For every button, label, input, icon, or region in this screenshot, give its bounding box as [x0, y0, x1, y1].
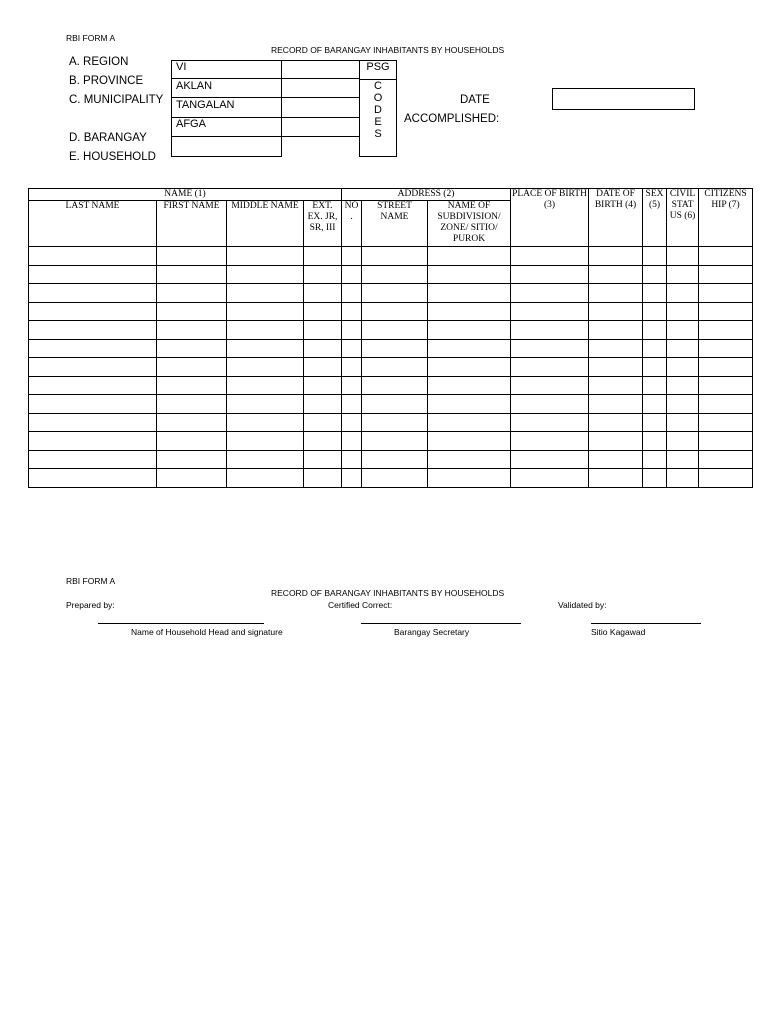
- table-cell[interactable]: [362, 284, 428, 303]
- table-cell[interactable]: [589, 413, 643, 432]
- table-cell[interactable]: [667, 321, 699, 340]
- table-cell[interactable]: [589, 339, 643, 358]
- table-cell[interactable]: [589, 450, 643, 469]
- certified-correct-label: Certified Correct:: [328, 600, 393, 610]
- table-cell[interactable]: [428, 395, 511, 414]
- table-cell[interactable]: [511, 469, 589, 488]
- form-title: RECORD OF BARANGAY INHABITANTS BY HOUSEHOLDS: [271, 45, 505, 55]
- table-cell[interactable]: [428, 302, 511, 321]
- table-cell[interactable]: [29, 265, 157, 284]
- table-cell[interactable]: [362, 469, 428, 488]
- table-cell[interactable]: [589, 302, 643, 321]
- table-cell[interactable]: [589, 247, 643, 266]
- province-value: AKLAN: [176, 80, 213, 92]
- table-cell[interactable]: [428, 339, 511, 358]
- table-cell[interactable]: [511, 450, 589, 469]
- table-cell[interactable]: [428, 413, 511, 432]
- table-row: [29, 339, 753, 358]
- table-cell[interactable]: [227, 321, 304, 340]
- table-row: [29, 395, 753, 414]
- table-cell[interactable]: [667, 395, 699, 414]
- address-group-header: ADDRESS (2): [342, 189, 511, 201]
- date-accomplished-field[interactable]: [552, 88, 695, 110]
- table-cell[interactable]: [699, 321, 753, 340]
- table-cell[interactable]: [667, 247, 699, 266]
- household-head-caption: Name of Household Head and signature: [131, 627, 283, 637]
- table-cell[interactable]: [428, 358, 511, 377]
- table-cell[interactable]: [699, 358, 753, 377]
- table-cell[interactable]: [304, 247, 342, 266]
- table-cell[interactable]: [157, 395, 227, 414]
- sex-header: SEX (5): [643, 189, 667, 247]
- table-row: [29, 413, 753, 432]
- table-cell[interactable]: [643, 376, 667, 395]
- codes-letter: C: [374, 80, 382, 92]
- table-cell[interactable]: [157, 432, 227, 451]
- table-cell[interactable]: [667, 339, 699, 358]
- table-cell[interactable]: [342, 321, 362, 340]
- table-cell[interactable]: [29, 339, 157, 358]
- table-cell[interactable]: [511, 321, 589, 340]
- table-cell[interactable]: [428, 469, 511, 488]
- codes-label: [360, 80, 396, 140]
- table-cell[interactable]: [362, 432, 428, 451]
- form-code: RBI FORM A: [66, 33, 116, 43]
- table-row: [29, 302, 753, 321]
- table-cell[interactable]: [227, 339, 304, 358]
- table-cell[interactable]: [342, 395, 362, 414]
- table-cell[interactable]: [157, 284, 227, 303]
- table-row: [29, 321, 753, 340]
- table-cell[interactable]: [511, 358, 589, 377]
- table-cell[interactable]: [227, 358, 304, 377]
- table-cell[interactable]: [699, 376, 753, 395]
- table-cell[interactable]: [227, 450, 304, 469]
- table-cell[interactable]: [667, 469, 699, 488]
- table-cell[interactable]: [227, 395, 304, 414]
- table-cell[interactable]: [342, 247, 362, 266]
- citizenship-header: CITIZENS HIP (7): [699, 189, 753, 247]
- table-cell[interactable]: [362, 265, 428, 284]
- table-cell[interactable]: [667, 284, 699, 303]
- barangay-label: D. BARANGAY: [69, 132, 147, 144]
- municipality-code-field[interactable]: [281, 97, 360, 118]
- table-row: [29, 376, 753, 395]
- table-cell[interactable]: [304, 321, 342, 340]
- prepared-by-label: Prepared by:: [66, 600, 115, 610]
- table-cell[interactable]: [699, 432, 753, 451]
- table-cell[interactable]: [157, 376, 227, 395]
- table-cell[interactable]: [157, 358, 227, 377]
- table-cell[interactable]: [29, 358, 157, 377]
- table-cell[interactable]: [342, 432, 362, 451]
- civil-status-header: CIVIL STAT US (6): [667, 189, 699, 247]
- date-of-birth-header: DATE OF BIRTH (4): [589, 189, 643, 247]
- table-cell[interactable]: [589, 265, 643, 284]
- table-cell[interactable]: [699, 265, 753, 284]
- table-cell[interactable]: [643, 265, 667, 284]
- table-cell[interactable]: [227, 432, 304, 451]
- date-label: DATE: [460, 94, 490, 106]
- table-row: [29, 265, 753, 284]
- table-cell[interactable]: [29, 284, 157, 303]
- table-cell[interactable]: [304, 432, 342, 451]
- table-cell[interactable]: [428, 321, 511, 340]
- table-cell[interactable]: [342, 265, 362, 284]
- table-cell[interactable]: [362, 358, 428, 377]
- table-cell[interactable]: [589, 432, 643, 451]
- codes-letter: E: [374, 116, 382, 128]
- table-cell[interactable]: [342, 469, 362, 488]
- first-name-header: FIRST NAME: [157, 201, 227, 247]
- table-cell[interactable]: [304, 395, 342, 414]
- table-cell[interactable]: [362, 395, 428, 414]
- table-cell[interactable]: [362, 376, 428, 395]
- table-cell[interactable]: [511, 432, 589, 451]
- ext-header: EXT. EX. JR, SR, III: [304, 201, 342, 247]
- table-row: [29, 358, 753, 377]
- table-cell[interactable]: [643, 247, 667, 266]
- table-row: [29, 247, 753, 266]
- table-cell[interactable]: [643, 321, 667, 340]
- table-cell[interactable]: [29, 432, 157, 451]
- table-cell[interactable]: [511, 302, 589, 321]
- table-cell[interactable]: [643, 302, 667, 321]
- table-cell[interactable]: [511, 395, 589, 414]
- table-cell[interactable]: [362, 321, 428, 340]
- table-cell[interactable]: [699, 395, 753, 414]
- table-cell[interactable]: [29, 321, 157, 340]
- accomplished-label: ACCOMPLISHED:: [404, 113, 500, 125]
- table-cell[interactable]: [511, 376, 589, 395]
- table-cell[interactable]: [643, 413, 667, 432]
- table-cell[interactable]: [699, 469, 753, 488]
- table-cell[interactable]: [29, 376, 157, 395]
- kagawad-caption: Sitio Kagawad: [591, 627, 646, 637]
- table-cell[interactable]: [342, 450, 362, 469]
- last-name-header: LAST NAME: [29, 201, 157, 247]
- table-cell[interactable]: [589, 358, 643, 377]
- household-field[interactable]: [171, 136, 282, 157]
- household-head-signature-line[interactable]: [98, 623, 264, 624]
- table-cell[interactable]: [227, 376, 304, 395]
- secretary-caption: Barangay Secretary: [394, 627, 470, 637]
- table-cell[interactable]: [643, 284, 667, 303]
- validated-by-label: Validated by:: [558, 600, 607, 610]
- table-cell[interactable]: [157, 339, 227, 358]
- table-cell[interactable]: [589, 469, 643, 488]
- table-cell[interactable]: [304, 413, 342, 432]
- table-cell[interactable]: [699, 302, 753, 321]
- footer-title: RECORD OF BARANGAY INHABITANTS BY HOUSEHOLDS: [271, 588, 505, 598]
- codes-letter: S: [374, 128, 382, 140]
- table-cell[interactable]: [428, 432, 511, 451]
- table-cell[interactable]: [29, 450, 157, 469]
- table-cell[interactable]: [511, 247, 589, 266]
- region-value: VI: [176, 61, 187, 73]
- table-cell[interactable]: [29, 302, 157, 321]
- table-cell[interactable]: [511, 284, 589, 303]
- table-cell[interactable]: [29, 395, 157, 414]
- table-cell[interactable]: [304, 265, 342, 284]
- table-cell[interactable]: [362, 450, 428, 469]
- table-cell[interactable]: [342, 339, 362, 358]
- table-cell[interactable]: [428, 247, 511, 266]
- household-label: E. HOUSEHOLD: [69, 151, 156, 163]
- psg-codes-box: [359, 60, 397, 157]
- table-cell[interactable]: [667, 358, 699, 377]
- table-cell[interactable]: [304, 469, 342, 488]
- table-body: [29, 247, 753, 488]
- table-row: [29, 432, 753, 451]
- table-row: [29, 450, 753, 469]
- codes-letter: O: [373, 92, 383, 104]
- table-cell[interactable]: [342, 284, 362, 303]
- inhabitants-table: [28, 188, 753, 488]
- table-cell[interactable]: [157, 302, 227, 321]
- table-cell[interactable]: [304, 302, 342, 321]
- table-cell[interactable]: [342, 376, 362, 395]
- table-cell[interactable]: [362, 339, 428, 358]
- table-cell[interactable]: [667, 376, 699, 395]
- table-cell[interactable]: [667, 413, 699, 432]
- table-row: [29, 469, 753, 488]
- barangay-code-field[interactable]: [281, 117, 360, 137]
- table-cell[interactable]: [157, 265, 227, 284]
- table-cell[interactable]: [304, 358, 342, 377]
- table-row: [29, 284, 753, 303]
- table-cell[interactable]: [304, 376, 342, 395]
- table-cell[interactable]: [29, 469, 157, 488]
- table-cell[interactable]: [699, 413, 753, 432]
- table-cell[interactable]: [643, 358, 667, 377]
- table-cell[interactable]: [589, 395, 643, 414]
- table-cell[interactable]: [157, 413, 227, 432]
- table-cell[interactable]: [304, 284, 342, 303]
- table-cell[interactable]: [157, 247, 227, 266]
- table-cell[interactable]: [362, 413, 428, 432]
- psg-label: PSG: [360, 61, 396, 80]
- table-cell[interactable]: [511, 339, 589, 358]
- name-group-header: NAME (1): [29, 189, 342, 201]
- table-cell[interactable]: [227, 284, 304, 303]
- place-of-birth-header: PLACE OF BIRTH (3): [511, 189, 589, 247]
- table-cell[interactable]: [643, 339, 667, 358]
- table-cell[interactable]: [362, 247, 428, 266]
- table-cell[interactable]: [667, 265, 699, 284]
- table-cell[interactable]: [667, 450, 699, 469]
- table-cell[interactable]: [227, 302, 304, 321]
- table-cell[interactable]: [362, 302, 428, 321]
- table-cell[interactable]: [699, 247, 753, 266]
- region-code-field[interactable]: [281, 60, 360, 79]
- table-cell[interactable]: [643, 432, 667, 451]
- secretary-signature-line[interactable]: [361, 623, 521, 624]
- street-name-header: STREET NAME: [362, 201, 428, 247]
- table-cell[interactable]: [304, 339, 342, 358]
- table-cell[interactable]: [699, 284, 753, 303]
- table-cell[interactable]: [589, 376, 643, 395]
- table-cell[interactable]: [227, 265, 304, 284]
- municipality-field[interactable]: [171, 97, 282, 118]
- table-cell[interactable]: [227, 247, 304, 266]
- codes-letter: D: [374, 104, 382, 116]
- municipality-value: TANGALAN: [176, 99, 235, 111]
- table-cell[interactable]: [428, 284, 511, 303]
- table-cell[interactable]: [643, 395, 667, 414]
- table-cell[interactable]: [157, 321, 227, 340]
- table-cell[interactable]: [157, 450, 227, 469]
- kagawad-signature-line[interactable]: [591, 623, 701, 624]
- table-cell[interactable]: [667, 302, 699, 321]
- table-cell[interactable]: [699, 339, 753, 358]
- table-cell[interactable]: [428, 450, 511, 469]
- table-cell[interactable]: [667, 432, 699, 451]
- table-cell[interactable]: [29, 247, 157, 266]
- table-cell[interactable]: [589, 284, 643, 303]
- barangay-field[interactable]: [171, 117, 282, 137]
- table-cell[interactable]: [342, 413, 362, 432]
- footer-form-code: RBI FORM A: [66, 576, 116, 586]
- table-cell[interactable]: [342, 302, 362, 321]
- province-field[interactable]: [171, 78, 282, 98]
- table-cell[interactable]: [304, 450, 342, 469]
- middle-name-header: MIDDLE NAME: [227, 201, 304, 247]
- municipality-label: C. MUNICIPALITY: [69, 94, 164, 106]
- table-cell[interactable]: [227, 469, 304, 488]
- table-cell[interactable]: [428, 265, 511, 284]
- house-no-header: NO .: [342, 201, 362, 247]
- table-cell[interactable]: [643, 450, 667, 469]
- region-label: A. REGION: [69, 56, 129, 68]
- table-cell[interactable]: [699, 450, 753, 469]
- subdivision-header: NAME OF SUBDIVISION/ ZONE/ SITIO/ PUROK: [428, 201, 511, 247]
- table-cell[interactable]: [428, 376, 511, 395]
- barangay-value: AFGA: [176, 118, 206, 130]
- table-cell[interactable]: [342, 358, 362, 377]
- province-code-field[interactable]: [281, 78, 360, 98]
- table-cell[interactable]: [157, 469, 227, 488]
- region-field[interactable]: [171, 60, 282, 79]
- province-label: B. PROVINCE: [69, 75, 144, 87]
- table-cell[interactable]: [227, 413, 304, 432]
- table-cell[interactable]: [29, 413, 157, 432]
- table-cell[interactable]: [511, 413, 589, 432]
- table-cell[interactable]: [643, 469, 667, 488]
- table-cell[interactable]: [511, 265, 589, 284]
- table-cell[interactable]: [589, 321, 643, 340]
